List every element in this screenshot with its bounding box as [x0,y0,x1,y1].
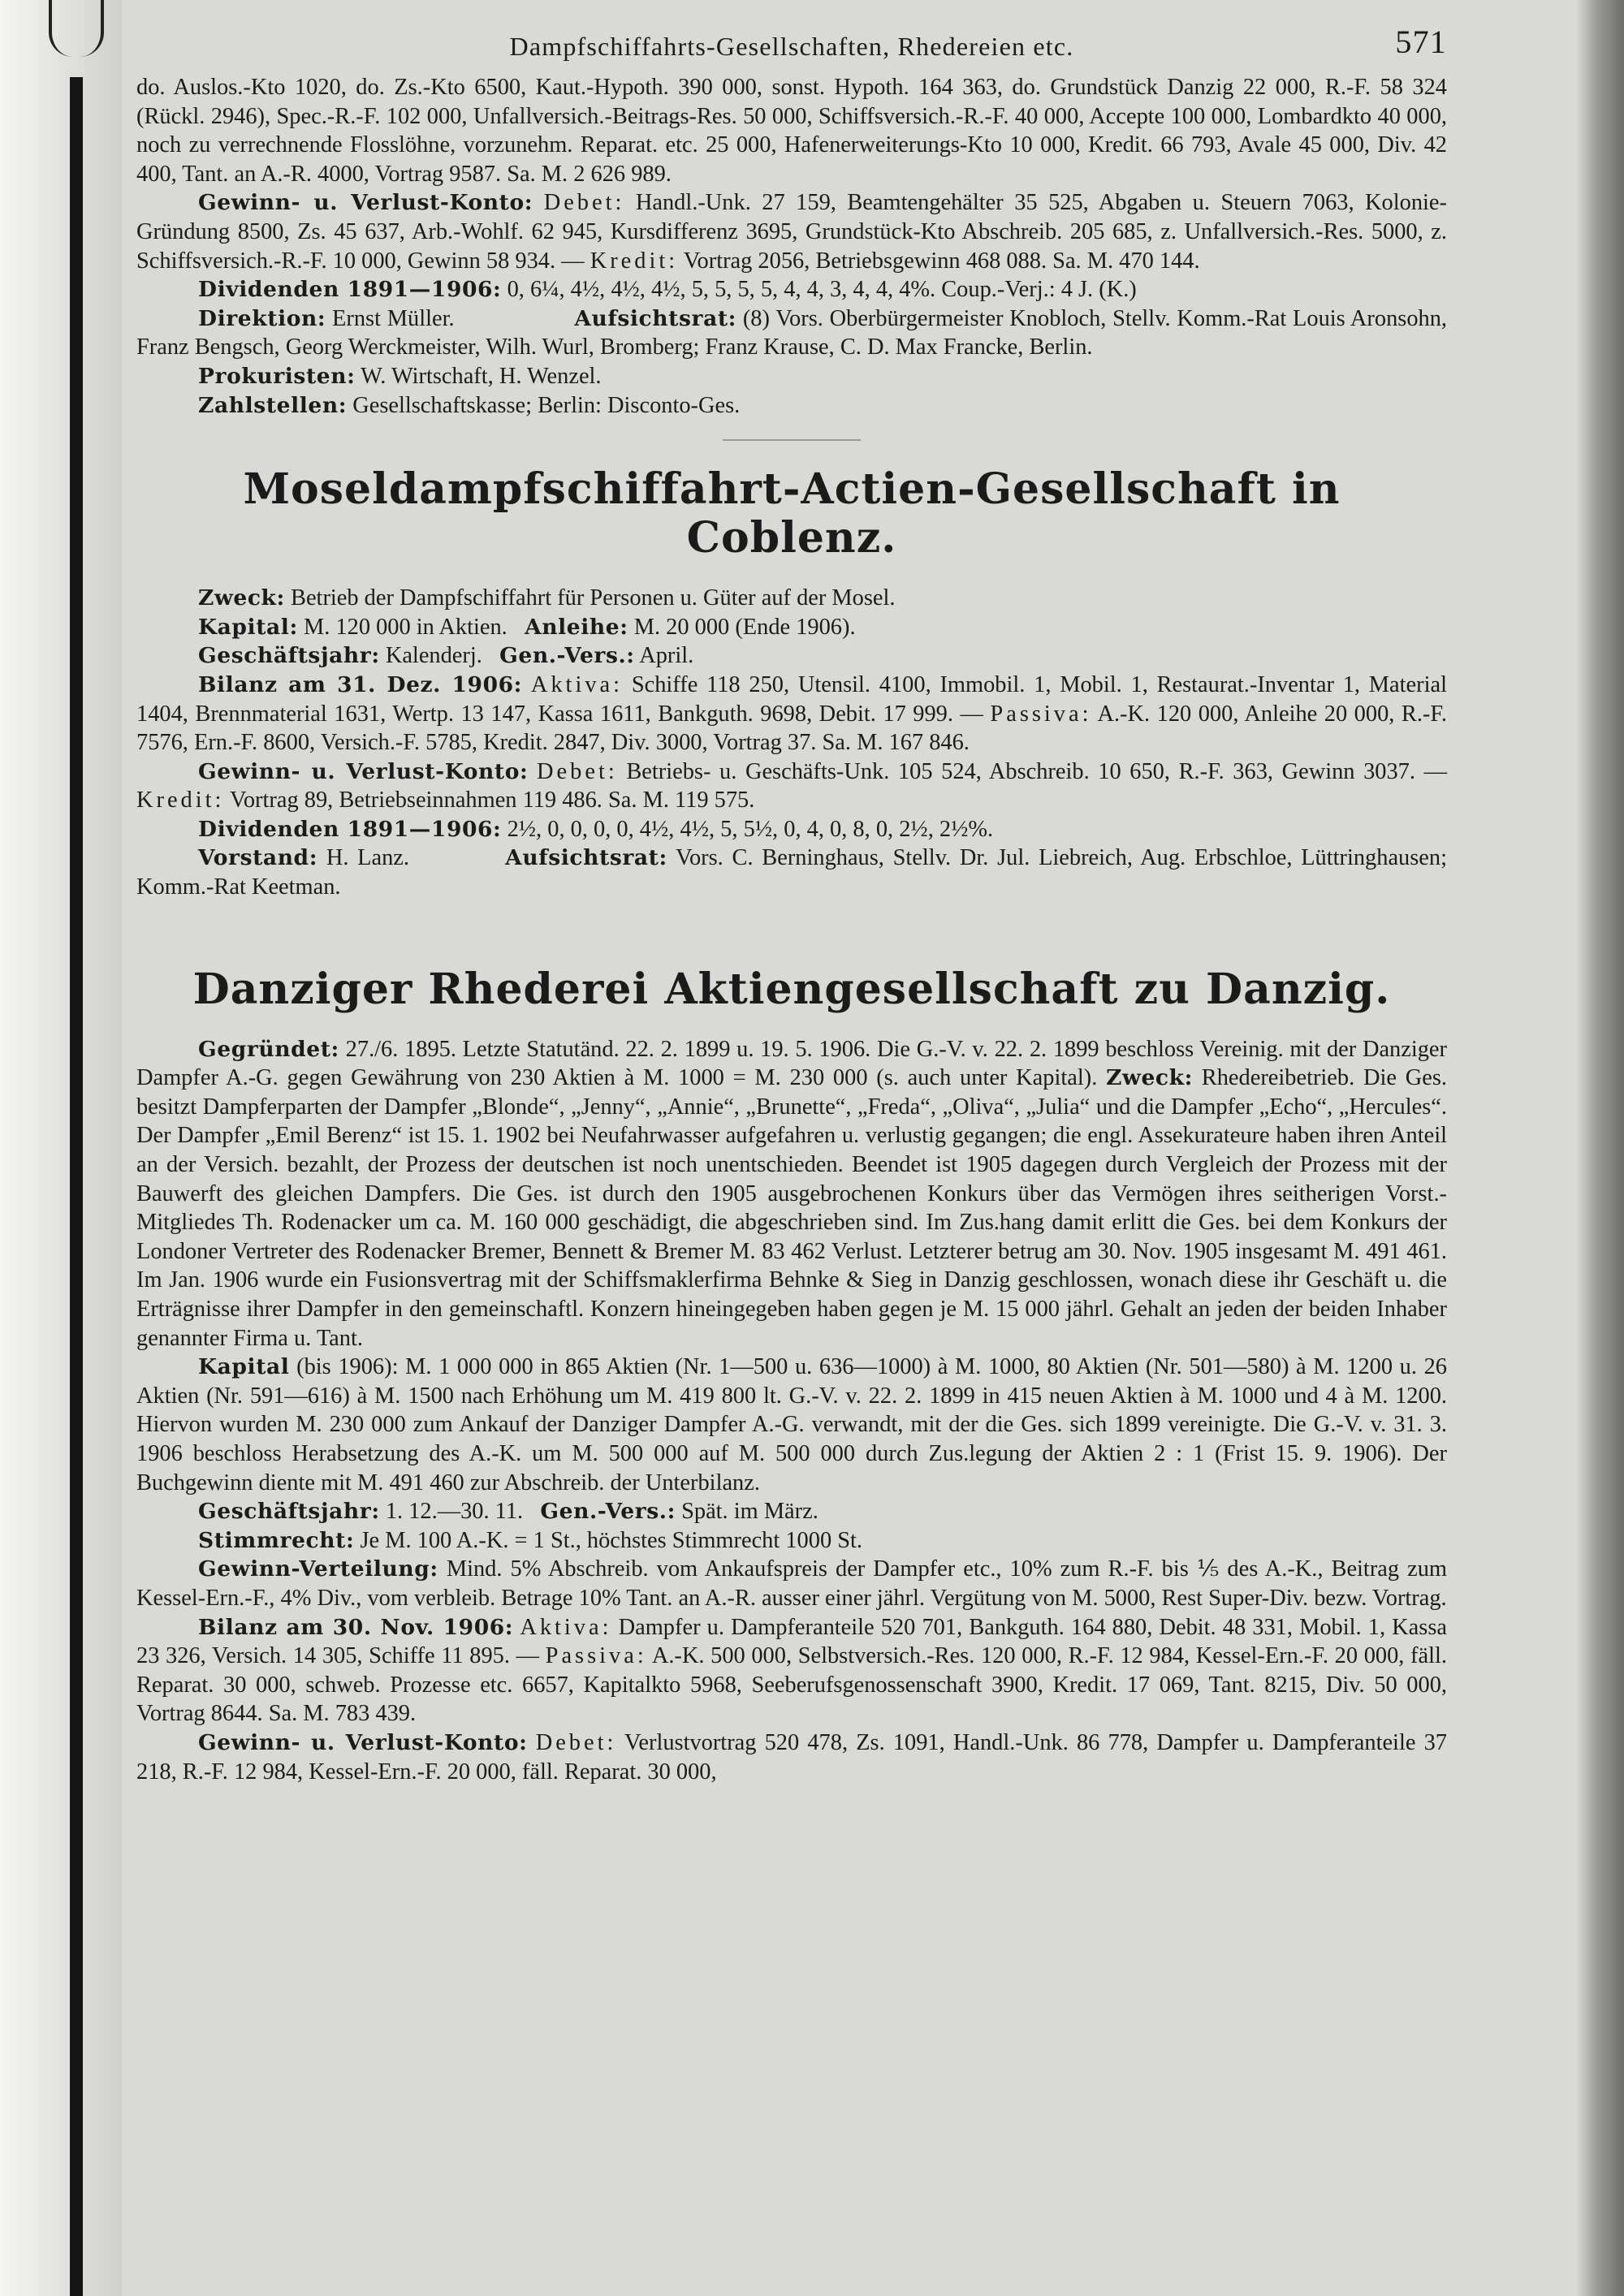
danzig-kapital: Kapital (bis 1906): M. 1 000 000 in 865 Aktien (Nr. 1—500 u. 636—1000) à M. 1000, 80 Aktien (Nr. 501—580) à M. 1200 u. 26 Aktien (Nr. 591—616) à M. 1500 nach Erhöhung um M. 419 800 lt. G.-V. v. 22. 2. 1899 in 415 neuen Aktien à M. 1000 und 4 à M. 1200. Hiervon wurden M. 230 000 zum Ankauf der Danziger Dampfer A.-G. verwandt, mit der die Ges. sich 1899 vereinigte. Die G.-V. v. 31. 3. 1906 beschloss Herabsetzung des A.-K. um M. 500 000 auf M. 500 000 durch Zus.legung der Aktien 2 : 1 (Frist 15. 9. 1906). Der Buchgewinn diente mit M. 491 460 zur Abschreib. der Unterbilanz. [136,1354,1447,1495]
mosel-guv: Gewinn- u. Verlust-Konto: Debet: Betriebs- u. Geschäfts-Unk. 105 524, Abschreib. 10 650, R.-F. 363, Gewinn 3037. — Kredit: Vortrag 89, Betriebseinnahmen 119 486. Sa. M. 119 575. [136,758,1447,814]
danzig-gegruendet: Gegründet: 27./6. 1895. Letzte Statutänd. 22. 2. 1899 u. 19. 5. 1906. Die G.-V. v. 22. 2. 1899 beschloss Vereinig. mit der Danziger Dampfer A.-G. gegen Gewährung von 230 Aktien à M. 1000 = M. 230 000 (s. auch unter Kapital). Zweck: Rhedereibetrieb. Die Ges. besitzt Dampferparten der Dampfer „Blonde“, „Jenny“, „Annie“, „Brunette“, „Freda“, „Oliva“, „Julia“ und die Dampfer „Echo“, „Hercules“. Der Dampfer „Emil Berenz“ ist 15. 1. 1902 bei Neufahrwasser aufgefahren u. verlustig gegangen; die engl. Assekurateure haben ihren Anteil an der Versich. bezahlt, der Prozess der deutschen ist noch unentschieden. Beendet ist 1905 dagegen durch Vergleich der Prozess mit der Bauwerft des gleichen Dampfers. Die Ges. ist durch den 1905 ausgebrochenen Konkurs über das Vermögen ihres seitherigen Vorst.-Mitgliedes Th. Rodenacker um ca. M. 160 000 geschädigt, die abgeschrieben sind. Im Zus.hang damit erlitt die Ges. bei dem Konkurs der Londoner Vertreter des Rodenacker Bremer, Bennett & Bremer M. 83 462 Verlust. Letzterer betrug am 30. Nov. 1905 insgesamt M. 491 461. Im Jan. 1906 wurde ein Fusionsvertrag mit der Schiffsmaklerfirma Behnke & Sieg in Danzig geschlossen, wonach diese ihr Geschäft u. die Erträgnisse ihrer Dampfer in den gemeinschaftl. Konzern hineingegeben haben gegen je M. 15 000 jährl. Gehalt an jeden der beiden Inhaber genannter Firma u. Tant. [136,1036,1447,1351]
mosel-zweck: Zweck: Betrieb der Dampfschiffahrt für Personen u. Güter auf der Mosel. [198,585,896,611]
danzig-geschaeftsjahr: Geschäftsjahr: 1. 12.—30. 11. Gen.-Vers.: Spät. im März. [198,1499,818,1525]
danzig-guv: Gewinn- u. Verlust-Konto: Debet: Verlustvortrag 520 478, Zs. 1091, Handl.-Unk. 86 778, Dampfer u. Dampferanteile 37 218, R.-F. 12 984, Kessel-Ern.-F. 20 000, fäll. Reparat. 30 000, [136,1729,1447,1785]
mosel-dividenden: Dividenden 1891—1906: 2½, 0, 0, 0, 0, 4½, 4½, 5, 5½, 0, 4, 0, 8, 0, 2½, 2½%. [198,816,994,842]
scanned-page [136,23,1447,1786]
prev-prokuristen: Prokuristen: W. Wirtschaft, H. Wenzel. [198,363,602,389]
danzig-bilanz: Bilanz am 30. Nov. 1906: Aktiva: Dampfer u. Dampferanteile 520 701, Bankguth. 164 880, Debit. 48 331, Mobil. 1, Kassa 23 326, Versich. 14 305, Schiffe 11 895. — Passiva: A.-K. 500 000, Selbstversich.-Res. 120 000, R.-F. 12 984, Kessel-Ern.-F. 20 000, fäll. Reparat. 30 000, schweb. Prozesse etc. 6657, Kapitalkto 5968, Seeberufsgenossenschaft 3900, Kredit. 17 069, Tant. 8215, Div. 50 000, Vortrag 8644. Sa. M. 783 439. [136,1614,1447,1727]
mosel-geschaeftsjahr: Geschäftsjahr: Kalenderj. Gen.-Vers.: April. [198,643,694,669]
company-heading-mosel: Moseldampfschiffahrt-Actien-Gesellschaft in Coblenz. [243,464,1341,563]
binding-clip [49,0,104,57]
page-number: 571 [1395,24,1447,60]
prev-zahlstellen: Zahlstellen: Gesellschaftskasse; Berlin: Disconto-Ges. [198,392,741,418]
mosel-kapital: Kapital: M. 120 000 in Aktien. Anleihe: M. 20 000 (Ende 1906). [198,614,856,640]
running-title: Dampfschiffahrts-Gesellschaften, Rhedereien etc. [509,32,1074,61]
prev-dividends: Dividenden 1891—1906: 0, 6¼, 4½, 4½, 4½, 5, 5, 5, 5, 4, 4, 3, 4, 4, 4%. Coup.-Verj.: 4 J. (K.) [198,277,1137,303]
company-heading-danzig: Danziger Rhederei Aktiengesellschaft zu Danzig. [192,964,1391,1014]
page-edge-shadow [1575,0,1624,2296]
prev-board: Direktion: Ernst Müller. Aufsichtsrat: (8) Vors. Oberbürgermeister Knobloch, Stellv. Komm.-Rat Louis Aronsohn, Franz Bengsch, Georg Werckmeister, Wilh. Wurl, Bromberg; Franz Krause, C. D. Max Francke, Berlin. [136,305,1448,360]
section-divider [723,439,861,441]
mosel-board: Vorstand: H. Lanz. Aufsichtsrat: Vors. C. Berninghaus, Stellv. Dr. Jul. Liebreich, Aug. Erbschloe, Lüttringhausen; Komm.-Rat Keetman. [136,845,1447,900]
prev-balance-continuation: do. Auslos.-Kto 1020, do. Zs.-Kto 6500, Kaut.-Hypoth. 390 000, sonst. Hypoth. 164 363, do. Grundstück Danzig 22 000, R.-F. 58 324 (Rückl. 2946), Spec.-R.-F. 102 000, Unfallversich.-Beitrags-Res. 50 000, Schiffsversich.-R.-F. 40 000, Accepte 100 000, Lombardkto 40 000, noch zu verrechnende Flosslöhne, vorzunehm. Reparat. etc. 25 000, Hafenerweiterungs-Kto 10 000, Kredit. 66 793, Avale 45 000, Div. 42 400, Tant. an A.-R. 4000, Vortrag 9587. Sa. M. 2 626 989. [136,75,1447,187]
mosel-bilanz: Bilanz am 31. Dez. 1906: Aktiva: Schiffe 118 250, Utensil. 4100, Immobil. 1, Mobil. 1, Restaurat.-Inventar 1, Material 1404, Brennmaterial 1631, Wertp. 13 147, Kassa 1611, Bankguth. 9698, Debit. 17 999. — Passiva: A.-K. 120 000, Anleihe 20 000, R.-F. 7576, Ern.-F. 8600, Versich.-F. 5785, Kredit. 2847, Div. 3000, Vortrag 37. Sa. M. 167 846. [136,671,1447,756]
running-header [136,23,1447,73]
prev-gv-paragraph: Gewinn- u. Verlust-Konto: Debet: Handl.-Unk. 27 159, Beamtengehälter 35 525, Abgaben u. Steuern 7063, Kolonie-Gründung 8500, Zs. 45 637, Arb.-Wohlf. 62 945, Kursdifferenz 3695, Grundstück-Kto Abschreib. 205 685, z. Unfallversich.-Res. 5000, z. Schiffsversich.-R.-F. 10 000, Gewinn 58 934. — Kredit: Vortrag 2056, Betriebsgewinn 468 088. Sa. M. 470 144. [136,190,1447,274]
binding-shadow-line [70,77,83,2296]
danzig-stimmrecht: Stimmrecht: Je M. 100 A.-K. = 1 St., höchstes Stimmrecht 1000 St. [198,1527,863,1553]
binding-gutter [0,0,122,2296]
danzig-gewinn-verteilung: Gewinn-Verteilung: Mind. 5% Abschreib. vom Ankaufspreis der Dampfer etc., 10% zum R.-F. bis ⅕ des A.-K., Beitrag zum Kessel-Ern.-F., 4% Div., vom verbleib. Betrage 10% Tant. an A.-R. ausser einer jährl. Vergütung von M. 5000, Rest Super-Div. bezw. Vortrag. [136,1556,1447,1611]
